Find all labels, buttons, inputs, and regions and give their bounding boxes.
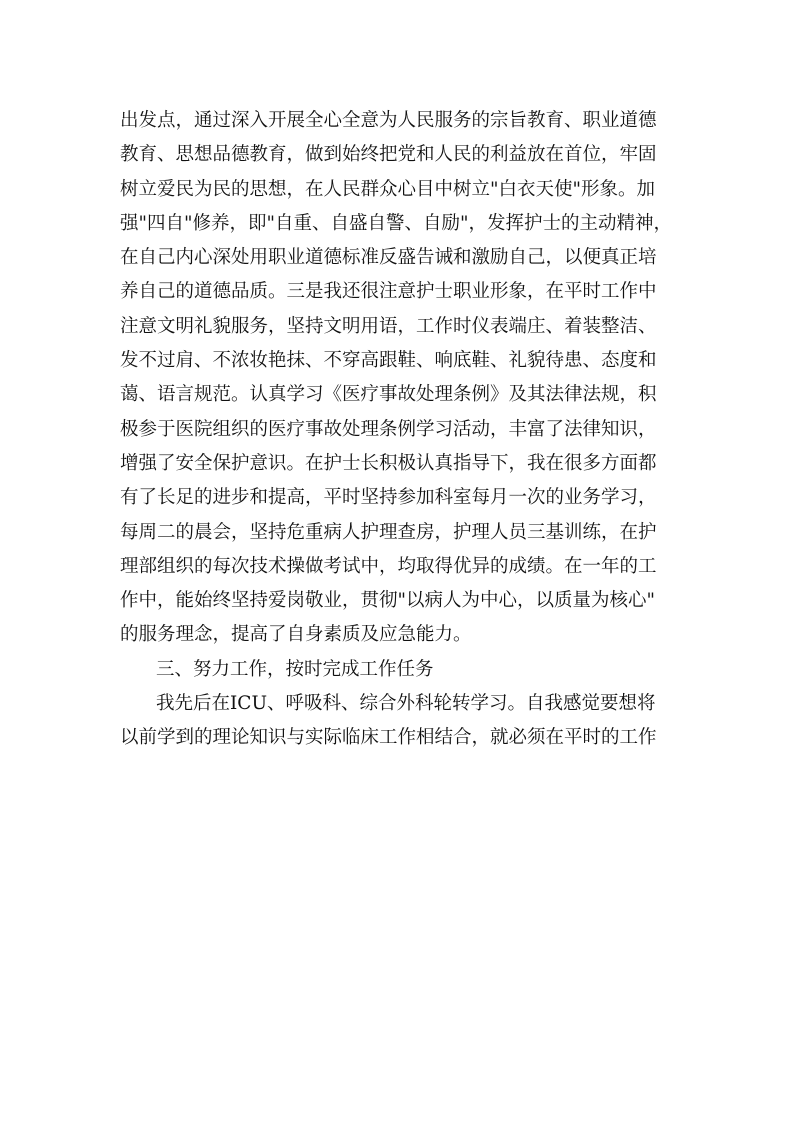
section-heading: 三、努力工作，按时完成工作任务 — [156, 658, 434, 680]
text-line: 理部组织的每次技术操做考试中，均取得优异的成绩。在一年的工 — [120, 555, 657, 577]
text-line: 出发点，通过深入开展全心全意为人民服务的宗旨教育、职业道德 — [120, 110, 657, 131]
text-line: 增强了安全保护意识。在护士长积极认真指导下，我在很多方面都 — [120, 452, 657, 474]
document-body — [120, 104, 680, 756]
text-line: 树立爱民为民的思想，在人民群众心目中树立"白衣天使"形象。加 — [120, 178, 656, 200]
paragraph-first-line: 我先后在ICU、呼吸科、综合外科轮转学习。自我感觉要想将 — [156, 693, 656, 715]
text-line: 蔼、语言规范。认真学习《医疗事故处理条例》及其法律法规，积 — [120, 384, 657, 406]
text-line: 作中，能始终坚持爱岗敬业，贯彻"以病人为中心，以质量为核心" — [120, 590, 656, 612]
text-line: 发不过肩、不浓妆艳抹、不穿高跟鞋、响底鞋、礼貌待患、态度和 — [120, 350, 657, 372]
text-line: 的服务理念，提高了自身素质及应急能力。 — [120, 624, 472, 646]
text-line: 极参于医院组织的医疗事故处理条例学习活动，丰富了法律知识， — [120, 418, 657, 440]
text-line: 每周二的晨会，坚持危重病人护理查房，护理人员三基训练，在护 — [120, 521, 657, 543]
text-line: 有了长足的进步和提高，平时坚持参加科室每月一次的业务学习， — [120, 487, 657, 509]
text-line: 养自己的道德品质。三是我还很注意护士职业形象，在平时工作中 — [120, 281, 657, 303]
text-line: 以前学到的理论知识与实际临床工作相结合，就必须在平时的工作 — [120, 727, 657, 749]
text-line: 教育、思想品德教育，做到始终把党和人民的利益放在首位，牢固 — [120, 144, 657, 166]
text-line: 在自己内心深处用职业道德标准反盛告诫和激励自己，以便真正培 — [120, 247, 657, 269]
text-line: 强"四自"修养，即"自重、自盛自警、自励"，发挥护士的主动精神， — [120, 212, 673, 234]
text-line: 注意文明礼貌服务，坚持文明用语，工作时仪表端庄、着装整洁、 — [120, 315, 657, 337]
